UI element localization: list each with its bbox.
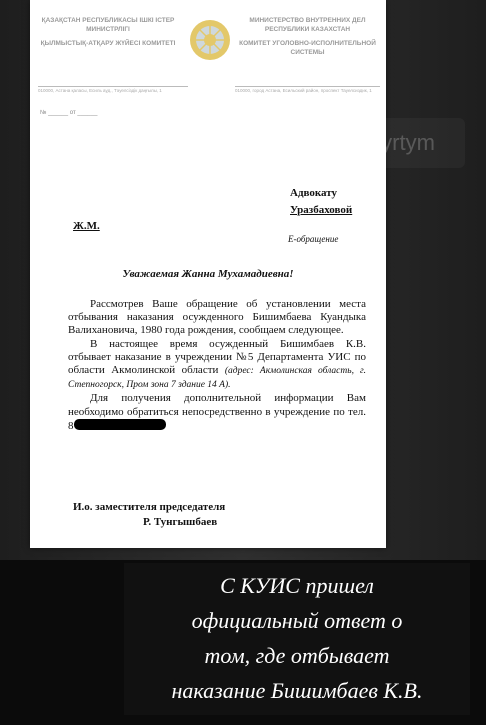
recipient-initials: Ж.М. <box>73 220 100 232</box>
letterhead-divider-left <box>38 86 188 87</box>
watermark: tyrtym <box>345 118 465 168</box>
recipient-surname: Уразбаховой <box>290 204 353 216</box>
letterhead-right-address: 010000, город Астана, Есильский район, проспект Тауелсиздик, 1 <box>235 88 372 93</box>
letter-paragraph-3-text: Для получения дополнительной информации Вам необходимо обратиться непосредственно в учреждение по тел. 8 <box>68 392 366 432</box>
letterhead-left-dept: ҚЫЛМЫСТЫҚ-АТҚАРУ ЖҮЙЕСІ КОМИТЕТІ <box>40 40 176 47</box>
caption-line-1: С КУИС пришел <box>220 573 374 598</box>
letterhead-right-title: МИНИСТЕРСТВО ВНУТРЕННИХ ДЕЛ РЕСПУБЛИКИ КАЗАХСТАН <box>249 17 366 33</box>
letter-paragraph-1: Рассмотрев Ваше обращение об установлении места отбывания наказания осужденного Бишимбаева Куандыка Валихановича, 1980 года рождения, сообщаем следующее. <box>68 298 366 337</box>
letterhead-left-address: 010000, Астана қаласы, Есиль ауд., Тәуелсіздік даңғылы, 1 <box>38 88 162 93</box>
letterhead-right-dept: КОМИТЕТ УГОЛОВНО-ИСПОЛНИТЕЛЬНОЙ СИСТЕМЫ <box>239 40 376 56</box>
appeal-type: Е-обращение <box>288 234 339 244</box>
signature-block <box>73 500 225 530</box>
state-emblem-icon <box>188 18 232 62</box>
redacted-phone <box>74 419 166 430</box>
caption-line-2: официальный ответ о <box>191 608 403 633</box>
letter-paragraph-2-text: В настоящее время осужденный Бишимбаев К.В. отбывает наказание в учреждении №5 Департамента УИС по области Акмолинской области <box>68 337 366 377</box>
letterhead-left-title: ҚАЗАҚСТАН РЕСПУБЛИКАСЫ ІШКІ ІСТЕР МИНИСТРЛІГІ <box>41 17 175 33</box>
letterhead-right <box>235 16 380 57</box>
letter-number-line: № ______ от ______ <box>40 110 98 116</box>
signatory-name: Р. Тунгышбаев <box>143 516 218 528</box>
story-caption <box>124 563 470 715</box>
caption-line-4: наказание Бишимбаев К.В. <box>171 678 423 703</box>
letterhead-divider-right <box>235 86 380 87</box>
caption-line-3: том, где отбывает <box>204 643 390 668</box>
letter-greeting: Уважаемая Жанна Мухамадиевна! <box>122 268 294 280</box>
official-letter <box>30 0 386 548</box>
signatory-title: И.о. заместителя председателя <box>73 501 226 513</box>
letterhead-left <box>38 16 178 48</box>
letter-paragraph-2 <box>68 338 366 393</box>
institution-address: (адрес: Акмолинская область, г. Степногорск, Пром зона 7 здание 14 А). <box>68 366 366 391</box>
recipient-block <box>290 185 352 219</box>
recipient-role: Адвокату <box>290 187 338 199</box>
letterhead <box>30 16 386 76</box>
letter-body <box>68 298 366 433</box>
letter-paragraph-3 <box>68 392 366 433</box>
